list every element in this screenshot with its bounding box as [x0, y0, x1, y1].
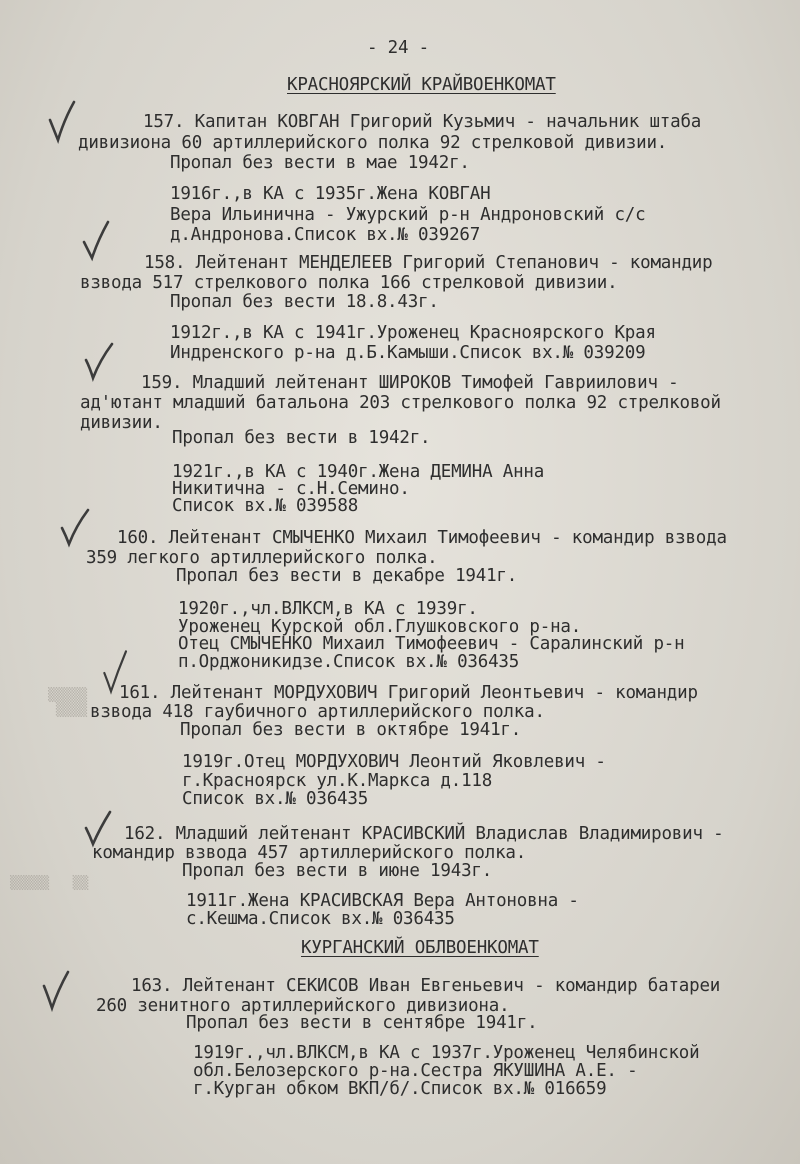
entry-158-detail-2: Индренского р-на д.Б.Камыши.Список вх.№ 039209	[170, 343, 646, 363]
entry-161-detail-2: г.Красноярск ул.К.Маркса д.118	[182, 771, 493, 791]
entry-162-detail-2: с.Кешма.Список вх.№ 036435	[186, 909, 455, 929]
entry-160-detail-1: 1920г.,чл.ВЛКСМ,в КА с 1939г.	[178, 599, 478, 619]
entry-162-line-1: 162. Младший лейтенант КРАСИВСКИЙ Владислав Владимирович -	[124, 824, 724, 844]
entry-160-line-3: Пропал без вести в декабре 1941г.	[176, 566, 518, 586]
entry-159-line-1: 159. Младший лейтенант ШИРОКОВ Тимофей Гавриилович -	[141, 373, 679, 393]
entry-159-line-4: Пропал без вести в 1942г.	[172, 428, 431, 448]
entry-159-line-3: дивизии.	[80, 413, 163, 433]
entry-160-detail-3: Отец СМЫЧЕНКО Михаил Тимофеевич - Саралинский р-н	[178, 634, 685, 654]
checkmark-icon	[80, 806, 120, 856]
section-heading-kurgan: КУРГАНСКИЙ ОБЛВОЕНКОМАТ	[301, 938, 539, 958]
entry-160-line-2: 359 легкого артиллерийского полка.	[86, 548, 438, 568]
entry-163-detail-1: 1919г.,чл.ВЛКСМ,в КА с 1937г.Уроженец Челябинской	[193, 1043, 700, 1063]
checkmark-icon	[78, 338, 118, 388]
entry-160-detail-4: п.Орджоникидзе.Список вх.№ 036435	[178, 652, 520, 672]
entry-163-line-2: 260 зенитного артиллерийского дивизиона.	[96, 996, 510, 1016]
entry-159-detail-2: Никитична - с.Н.Семино.	[172, 479, 410, 499]
entry-157-detail-2: Вера Ильинична - Ужурский р-н Андроновский с/с	[170, 205, 646, 225]
entry-158-line-3: Пропал без вести 18.8.43г.	[170, 292, 439, 312]
entry-161-line-1: 161. Лейтенант МОРДУХОВИЧ Григорий Леонтьевич - командир	[119, 683, 698, 703]
entry-158-line-2: взвода 517 стрелкового полка 166 стрелковой дивизии.	[80, 273, 618, 293]
page-number: - 24 -	[367, 38, 430, 58]
entry-163-line-3: Пропал без вести в сентябре 1941г.	[186, 1013, 538, 1033]
entry-157-line-1: 157. Капитан КОВГАН Григорий Кузьмич - начальник штаба	[143, 112, 702, 132]
entry-157-detail-3: д.Андронова.Список вх.№ 039267	[170, 225, 481, 245]
entry-161-line-2: взвода 418 гаубичного артиллерийского полка.	[90, 702, 545, 722]
entry-162-detail-1: 1911г.Жена КРАСИВСКАЯ Вера Антоновна -	[186, 891, 579, 911]
entry-163-detail-3: г.Курган обком ВКП/б/.Список вх.№ 016659	[193, 1079, 607, 1099]
entry-162-line-2: командир взвода 457 артиллерийского полка.	[92, 843, 527, 863]
checkmark-icon	[96, 648, 136, 698]
entry-159-line-2: ад'ютант младший батальона 203 стрелкового полка 92 стрелковой	[80, 393, 721, 413]
bleed-through-smudge: ▒▒▒▒▒ ▒▒▒▒	[48, 688, 88, 718]
entry-157-detail-1: 1916г.,в КА с 1935г.Жена КОВГАН	[170, 184, 491, 204]
entry-160-detail-2: Уроженец Курской обл.Глушковского р-на.	[178, 617, 582, 637]
entry-160-line-1: 160. Лейтенант СМЫЧЕНКО Михаил Тимофеевич - командир взвода	[117, 528, 727, 548]
entry-158-detail-1: 1912г.,в КА с 1941г.Уроженец Красноярского Края	[170, 323, 656, 343]
checkmark-icon	[56, 504, 96, 554]
checkmark-icon	[38, 968, 78, 1018]
entry-159-detail-3: Список вх.№ 039588	[172, 496, 359, 516]
entry-161-detail-1: 1919г.Отец МОРДУХОВИЧ Леонтий Яковлевич -	[182, 752, 606, 772]
entry-162-line-3: Пропал без вести в июне 1943г.	[182, 861, 493, 881]
bleed-through-smudge: ▒▒▒▒▒ ▒▒	[10, 876, 89, 891]
entry-158-line-1: 158. Лейтенант МЕНДЕЛЕЕВ Григорий Степанович - командир	[144, 253, 713, 273]
checkmark-icon	[44, 98, 84, 148]
entry-157-line-2: дивизиона 60 артиллерийского полка 92 стрелковой дивизии.	[78, 133, 668, 153]
entry-161-detail-3: Список вх.№ 036435	[182, 789, 369, 809]
section-heading-krasnoyarsk: КРАСНОЯРСКИЙ КРАЙВОЕНКОМАТ	[287, 75, 556, 95]
entry-163-line-1: 163. Лейтенант СЕКИСОВ Иван Евгеньевич - командир батареи	[131, 976, 721, 996]
checkmark-icon	[78, 216, 118, 266]
entry-161-line-3: Пропал без вести в октябре 1941г.	[180, 720, 522, 740]
entry-157-line-3: Пропал без вести в мае 1942г.	[170, 153, 470, 173]
entry-163-detail-2: обл.Белозерского р-на.Сестра ЯКУШИНА А.Е. -	[193, 1061, 638, 1081]
entry-159-detail-1: 1921г.,в КА с 1940г.Жена ДЕМИНА Анна	[172, 462, 545, 482]
